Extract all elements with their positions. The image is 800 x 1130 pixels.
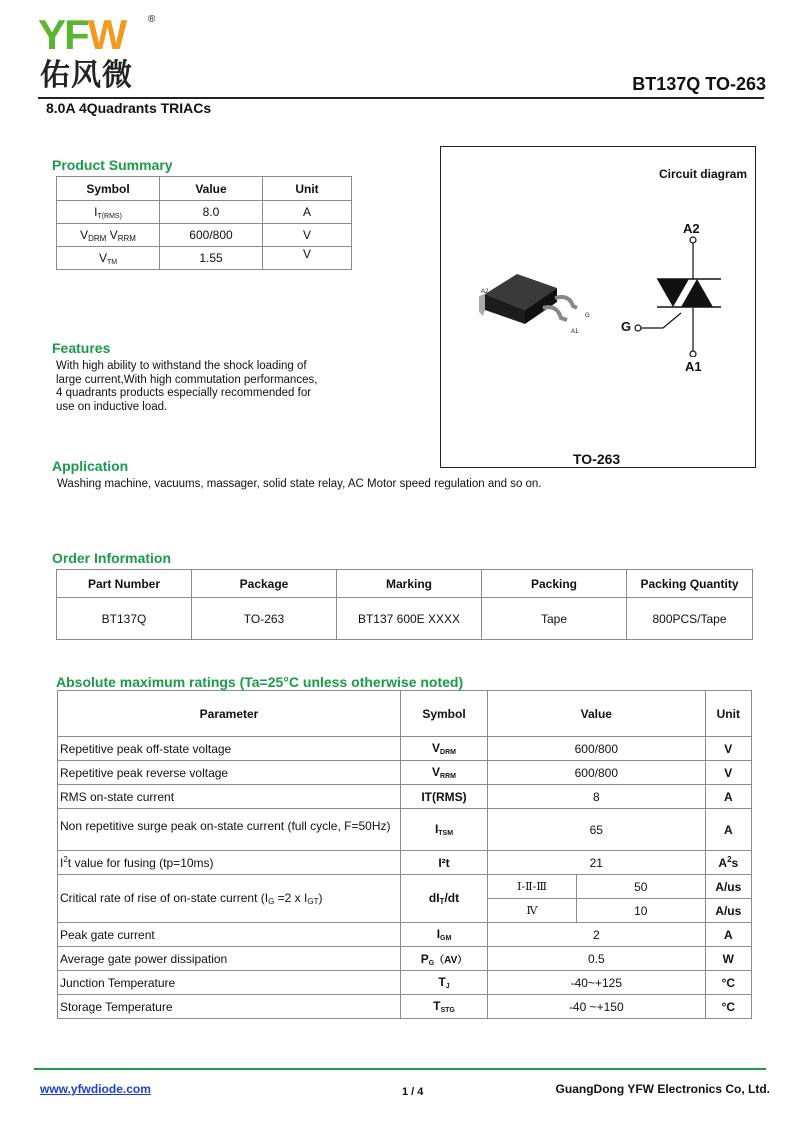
rt-value: 600/800 bbox=[488, 737, 706, 761]
order-info-title: Order Information bbox=[52, 550, 172, 566]
table-row bbox=[58, 947, 752, 971]
rt-value: 0.5 bbox=[488, 947, 706, 971]
rt-param: RMS on-state current bbox=[58, 785, 401, 809]
rt-param: Average gate power dissipation bbox=[58, 947, 401, 971]
oi-cell: BT137Q bbox=[57, 598, 192, 640]
page-subtitle: 8.0A 4Quadrants TRIACs bbox=[46, 100, 212, 116]
ps-symbol: VDRM VRRM bbox=[57, 224, 160, 247]
rt-unit: A bbox=[705, 809, 751, 851]
oi-cell: TO-263 bbox=[192, 598, 337, 640]
rt-param: Storage Temperature bbox=[58, 995, 401, 1019]
oi-cell: Tape bbox=[482, 598, 627, 640]
registered-mark: ® bbox=[148, 14, 156, 25]
ps-value: 1.55 bbox=[160, 247, 263, 270]
rt-symbol: $I_{GM}$ bbox=[401, 923, 488, 947]
order-info-table bbox=[56, 569, 753, 640]
rt-value: 50 bbox=[577, 875, 706, 899]
table-row bbox=[58, 923, 752, 947]
table-row bbox=[57, 224, 352, 247]
product-summary-title: Product Summary bbox=[52, 157, 173, 173]
rt-unit: A/us bbox=[705, 899, 751, 923]
oi-header: Part Number bbox=[57, 570, 192, 598]
company-name: GuangDong YFW Electronics Co, Ltd. bbox=[555, 1082, 770, 1096]
oi-cell: 800PCS/Tape bbox=[627, 598, 753, 640]
ps-value: 8.0 bbox=[160, 201, 263, 224]
rt-symbol: $P_G(AV)$ bbox=[401, 947, 488, 971]
features-line: large current,With high commutation performances, bbox=[56, 373, 318, 386]
rt-value: 10 bbox=[577, 899, 706, 923]
logo-letters: YFW bbox=[38, 11, 126, 58]
table-row bbox=[57, 247, 352, 270]
rt-param: Non repetitive surge peak on-state current (full cycle, F=50Hz) bbox=[58, 809, 401, 851]
rt-symbol: $V_{RRM}$ bbox=[401, 761, 488, 785]
rt-symbol: $V_{DRM}$ bbox=[401, 737, 488, 761]
features-title: Features bbox=[52, 340, 111, 356]
rt-symbol: $T_{STG}$ bbox=[401, 995, 488, 1019]
table-row bbox=[58, 785, 752, 809]
rt-unit: $A^2s$ bbox=[705, 851, 751, 875]
rt-header: Symbol bbox=[401, 691, 488, 737]
rt-unit: °C bbox=[705, 971, 751, 995]
rt-value: 600/800 bbox=[488, 761, 706, 785]
ratings-title: Absolute maximum ratings (Ta=25°C unless otherwise noted) bbox=[56, 674, 464, 690]
rt-unit: V bbox=[705, 737, 751, 761]
rt-value: 8 bbox=[488, 785, 706, 809]
ps-symbol: $I_{T(RMS)}$ bbox=[57, 201, 160, 224]
pin-g-label: G bbox=[621, 319, 632, 334]
rt-param: Repetitive peak reverse voltage bbox=[58, 761, 401, 785]
table-row bbox=[58, 971, 752, 995]
circuit-title: Circuit diagram bbox=[658, 167, 747, 181]
header-rule bbox=[38, 97, 764, 99]
oi-header: Packing bbox=[482, 570, 627, 598]
ps-value: 600/800 bbox=[160, 224, 263, 247]
website-link[interactable]: www.yfwdiode.com bbox=[40, 1082, 151, 1096]
ps-unit: V bbox=[263, 247, 352, 270]
ps-symbol: $V_{TM}$ bbox=[57, 247, 160, 270]
application-text: Washing machine, vacuums, massager, solid state relay, AC Motor speed regulation and so on. bbox=[57, 478, 542, 490]
ps-header-unit: Unit bbox=[263, 177, 352, 201]
rt-value: 65 bbox=[488, 809, 706, 851]
rt-param: Junction Temperature bbox=[58, 971, 401, 995]
features-line: 4 quadrants products especially recommended for bbox=[56, 387, 312, 400]
ps-header-value: Value bbox=[160, 177, 263, 201]
rt-quadrant-label: Ⅰ-Ⅱ-Ⅲ bbox=[488, 875, 577, 899]
logo bbox=[38, 11, 158, 94]
oi-header: Packing Quantity bbox=[627, 570, 753, 598]
table-row bbox=[58, 761, 752, 785]
table-row bbox=[58, 995, 752, 1019]
table-row bbox=[57, 598, 753, 640]
product-summary-table bbox=[56, 176, 352, 270]
page-title: BT137Q TO-263 bbox=[632, 74, 766, 94]
rt-param: Critical rate of rise of on-state current (IG =2 x IGT) bbox=[58, 875, 401, 923]
rt-param: $I^2t$ value for fusing (tp=10ms) bbox=[58, 851, 401, 875]
rt-header: Unit bbox=[705, 691, 751, 737]
features-text bbox=[56, 360, 356, 414]
rt-value: -40~+125 bbox=[488, 971, 706, 995]
ps-header-symbol: Symbol bbox=[57, 177, 160, 201]
table-row bbox=[58, 809, 752, 851]
rt-header: Parameter bbox=[58, 691, 401, 737]
features-line: With high ability to withstand the shock loading of bbox=[56, 360, 307, 372]
triac-symbol-icon bbox=[621, 227, 721, 357]
pkg-pin-a2: A2 bbox=[481, 289, 489, 295]
ps-unit: V bbox=[263, 224, 352, 247]
pin-a1-label: A1 bbox=[685, 359, 702, 374]
ratings-table bbox=[57, 690, 752, 1019]
circuit-box bbox=[440, 146, 756, 468]
rt-value: -40 ~+150 bbox=[488, 995, 706, 1019]
rt-symbol: I²t bbox=[401, 851, 488, 875]
pkg-pin-g: G bbox=[585, 313, 590, 319]
logo-chinese: 佑风微 bbox=[40, 59, 133, 92]
pin-a2-label: A2 bbox=[683, 221, 700, 236]
pkg-pin-a1: A1 bbox=[571, 329, 579, 335]
rt-symbol: dIT/dt bbox=[401, 875, 488, 923]
rt-param: Peak gate current bbox=[58, 923, 401, 947]
features-line: use on inductive load. bbox=[56, 400, 168, 413]
table-row bbox=[58, 875, 752, 899]
rt-quadrant-label: Ⅳ bbox=[488, 899, 577, 923]
oi-header: Package bbox=[192, 570, 337, 598]
rt-unit: A bbox=[705, 923, 751, 947]
ps-unit: A bbox=[263, 201, 352, 224]
table-row bbox=[57, 201, 352, 224]
application-title: Application bbox=[52, 458, 129, 474]
oi-header: Marking bbox=[337, 570, 482, 598]
rt-unit: °C bbox=[705, 995, 751, 1019]
rt-param: Repetitive peak off-state voltage bbox=[58, 737, 401, 761]
package-label: TO-263 bbox=[573, 451, 621, 467]
rt-symbol: IT(RMS) bbox=[401, 785, 488, 809]
rt-symbol: $T_J$ bbox=[401, 971, 488, 995]
page-number: 1 / 4 bbox=[402, 1086, 424, 1098]
oi-cell: BT137 600E XXXX bbox=[337, 598, 482, 640]
rt-unit: V bbox=[705, 761, 751, 785]
rt-value: 21 bbox=[488, 851, 706, 875]
rt-header: Value bbox=[488, 691, 706, 737]
rt-value: 2 bbox=[488, 923, 706, 947]
rt-unit: W bbox=[705, 947, 751, 971]
rt-unit: A/us bbox=[705, 875, 751, 899]
rt-unit: A bbox=[705, 785, 751, 809]
table-row bbox=[58, 737, 752, 761]
footer-rule bbox=[34, 1068, 766, 1070]
table-row bbox=[58, 851, 752, 875]
rt-symbol: $I_{TSM}$ bbox=[401, 809, 488, 851]
